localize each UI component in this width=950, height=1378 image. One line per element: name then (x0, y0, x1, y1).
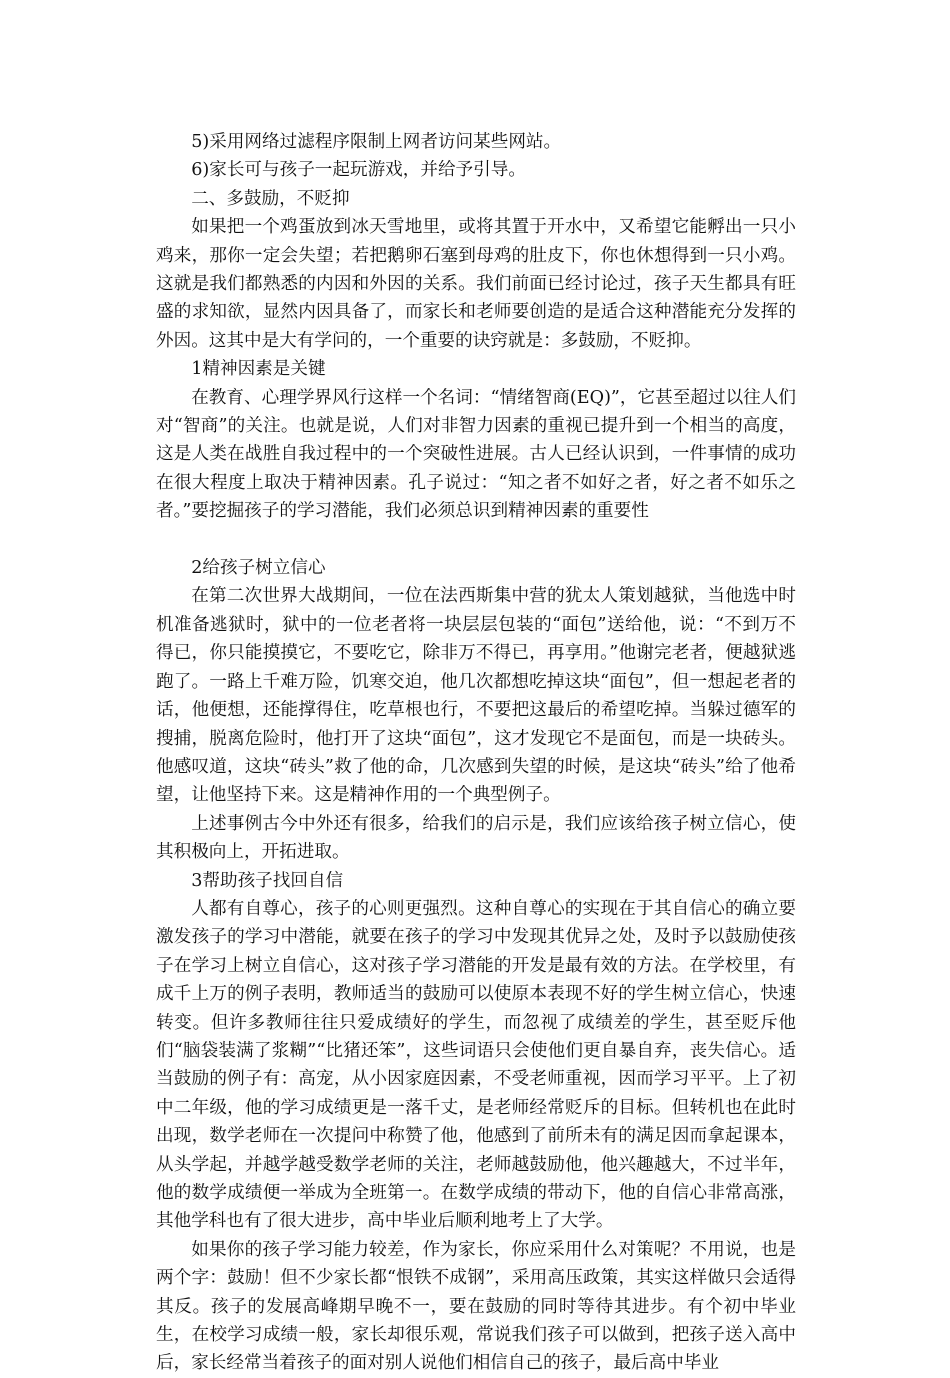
section-heading-2: 二、多鼓励，不贬抑 (191, 188, 350, 209)
document-body (156, 128, 796, 1378)
paragraph-lesson: 上述事例古今中外还有很多，给我们的启示是，我们应该给孩子树立信心，使其积极向上，开拓进取。 (156, 813, 796, 863)
subheading-3: 3帮助孩子找回自信 (191, 870, 344, 891)
paragraph-parents: 如果你的孩子学习能力较差，作为家长，你应采用什么对策呢？不用说，也是两个字：鼓励！但不少家长都“恨铁不成钢”，采用高压政策，其实这样做只会适得其反。孩子的发展高峰期早晚不一，要在鼓励的同时等待其进步。有个初中毕业生，在校学习成绩一般，家长却很乐观，常说我们孩子可以做到，把孩子送入高中后，家长经常当着孩子的面对别人说他们相信自己的孩子，最后高中毕业 (156, 1239, 796, 1374)
blank-line (156, 526, 796, 554)
paragraph-eq: 在教育、心理学界风行这样一个名词：“情绪智商(EQ)”，它甚至超过以往人们对“智商”的关注。也就是说，人们对非智力因素的重视已提升到一个相当的高度，这是人类在战胜自我过程中的一个突破性进展。古人已经认识到，一件事情的成功在很大程度上取决于精神因素。孔子说过：“知之者不如好之者，好之者不如乐之者。”要挖掘孩子的学习潜能，我们必须总识到精神因素的重要性 (156, 387, 796, 522)
subheading-1: 1精神因素是关键 (191, 359, 326, 380)
list-item-5: 5)采用网络过滤程序限制上网者访问某些网站。 (191, 132, 562, 152)
paragraph-egg-analogy: 如果把一个鸡蛋放到冰天雪地里，或将其置于开水中，又希望它能孵出一只小鸡来，那你一定会失望；若把鹅卵石塞到母鸡的肚皮下，你也休想得到一只小鸡。这就是我们都熟悉的内因和外因的关系。我们前面已经讨论过，孩子天生都具有旺盛的求知欲，显然内因具备了，而家长和老师要创造的是适合这种潜能充分发挥的外因。这其中是大有学问的，一个重要的诀窍就是：多鼓励，不贬抑。 (156, 217, 796, 351)
list-item-6: 6)家长可与孩子一起玩游戏，并给予引导。 (191, 160, 526, 181)
paragraph-self-esteem: 人都有自尊心，孩子的心则更强烈。这种自尊心的实现在于其自信心的确立要激发孩子的学习中潜能，就要在孩子的学习中发现其优异之处，及时予以鼓励使孩子在学习上树立自信心，这对孩子学习潜能的开发是最有效的方法。在学校里，有成千上万的例子表明，教师适当的鼓励可以使原本表现不好的学生树立信心，快速转变。但许多教师往往只爱成绩好的学生，而忽视了成绩差的学生，甚至贬斥他们“脑袋装满了浆糊”“比猪还笨”，这些词语只会使他们更自暴自弃，丧失信心。适当鼓励的例子有：高宠，从小因家庭因素，不受老师重视，因而学习平平。上了初中二年级，他的学习成绩更是一落千丈，是老师经常贬斥的目标。但转机也在此时出现，数学老师在一次提问中称赞了他，他感到了前所未有的满足因而拿起课本，从头学起，并越学越受数学老师的关注，老师越鼓励他，他兴趣越大，不过半年，他的数学成绩便一举成为全班第一。在数学成绩的带动下，他的自信心非常高涨，其他学科也有了很大进步，高中毕业后顺利地考上了大学。 (156, 898, 796, 1232)
subheading-2: 2给孩子树立信心 (191, 558, 326, 579)
paragraph-ww2-story: 在第二次世界大战期间，一位在法西斯集中营的犹太人策划越狱，当他选中时机准备逃狱时，狱中的一位老者将一块层层包装的“面包”送给他，说：“不到万不得已，你只能摸摸它，不要吃它，除非万不得已，再享用。”他谢完老者，便越狱逃跑了。一路上千难万险，饥寒交迫，他几次都想吃掉这块“面包”，但一想起老者的话，他便想，还能撑得住，吃草根也行，不要把这最后的希望吃掉。当躲过德军的搜捕，脱离危险时，他打开了这块“面包”，这才发现它不是面包，而是一块砖头。他感叹道，这块“砖头”救了他的命，几次感到失望的时候，是这块“砖头”给了他希望，让他坚持下来。这是精神作用的一个典型例子。 (156, 586, 796, 806)
